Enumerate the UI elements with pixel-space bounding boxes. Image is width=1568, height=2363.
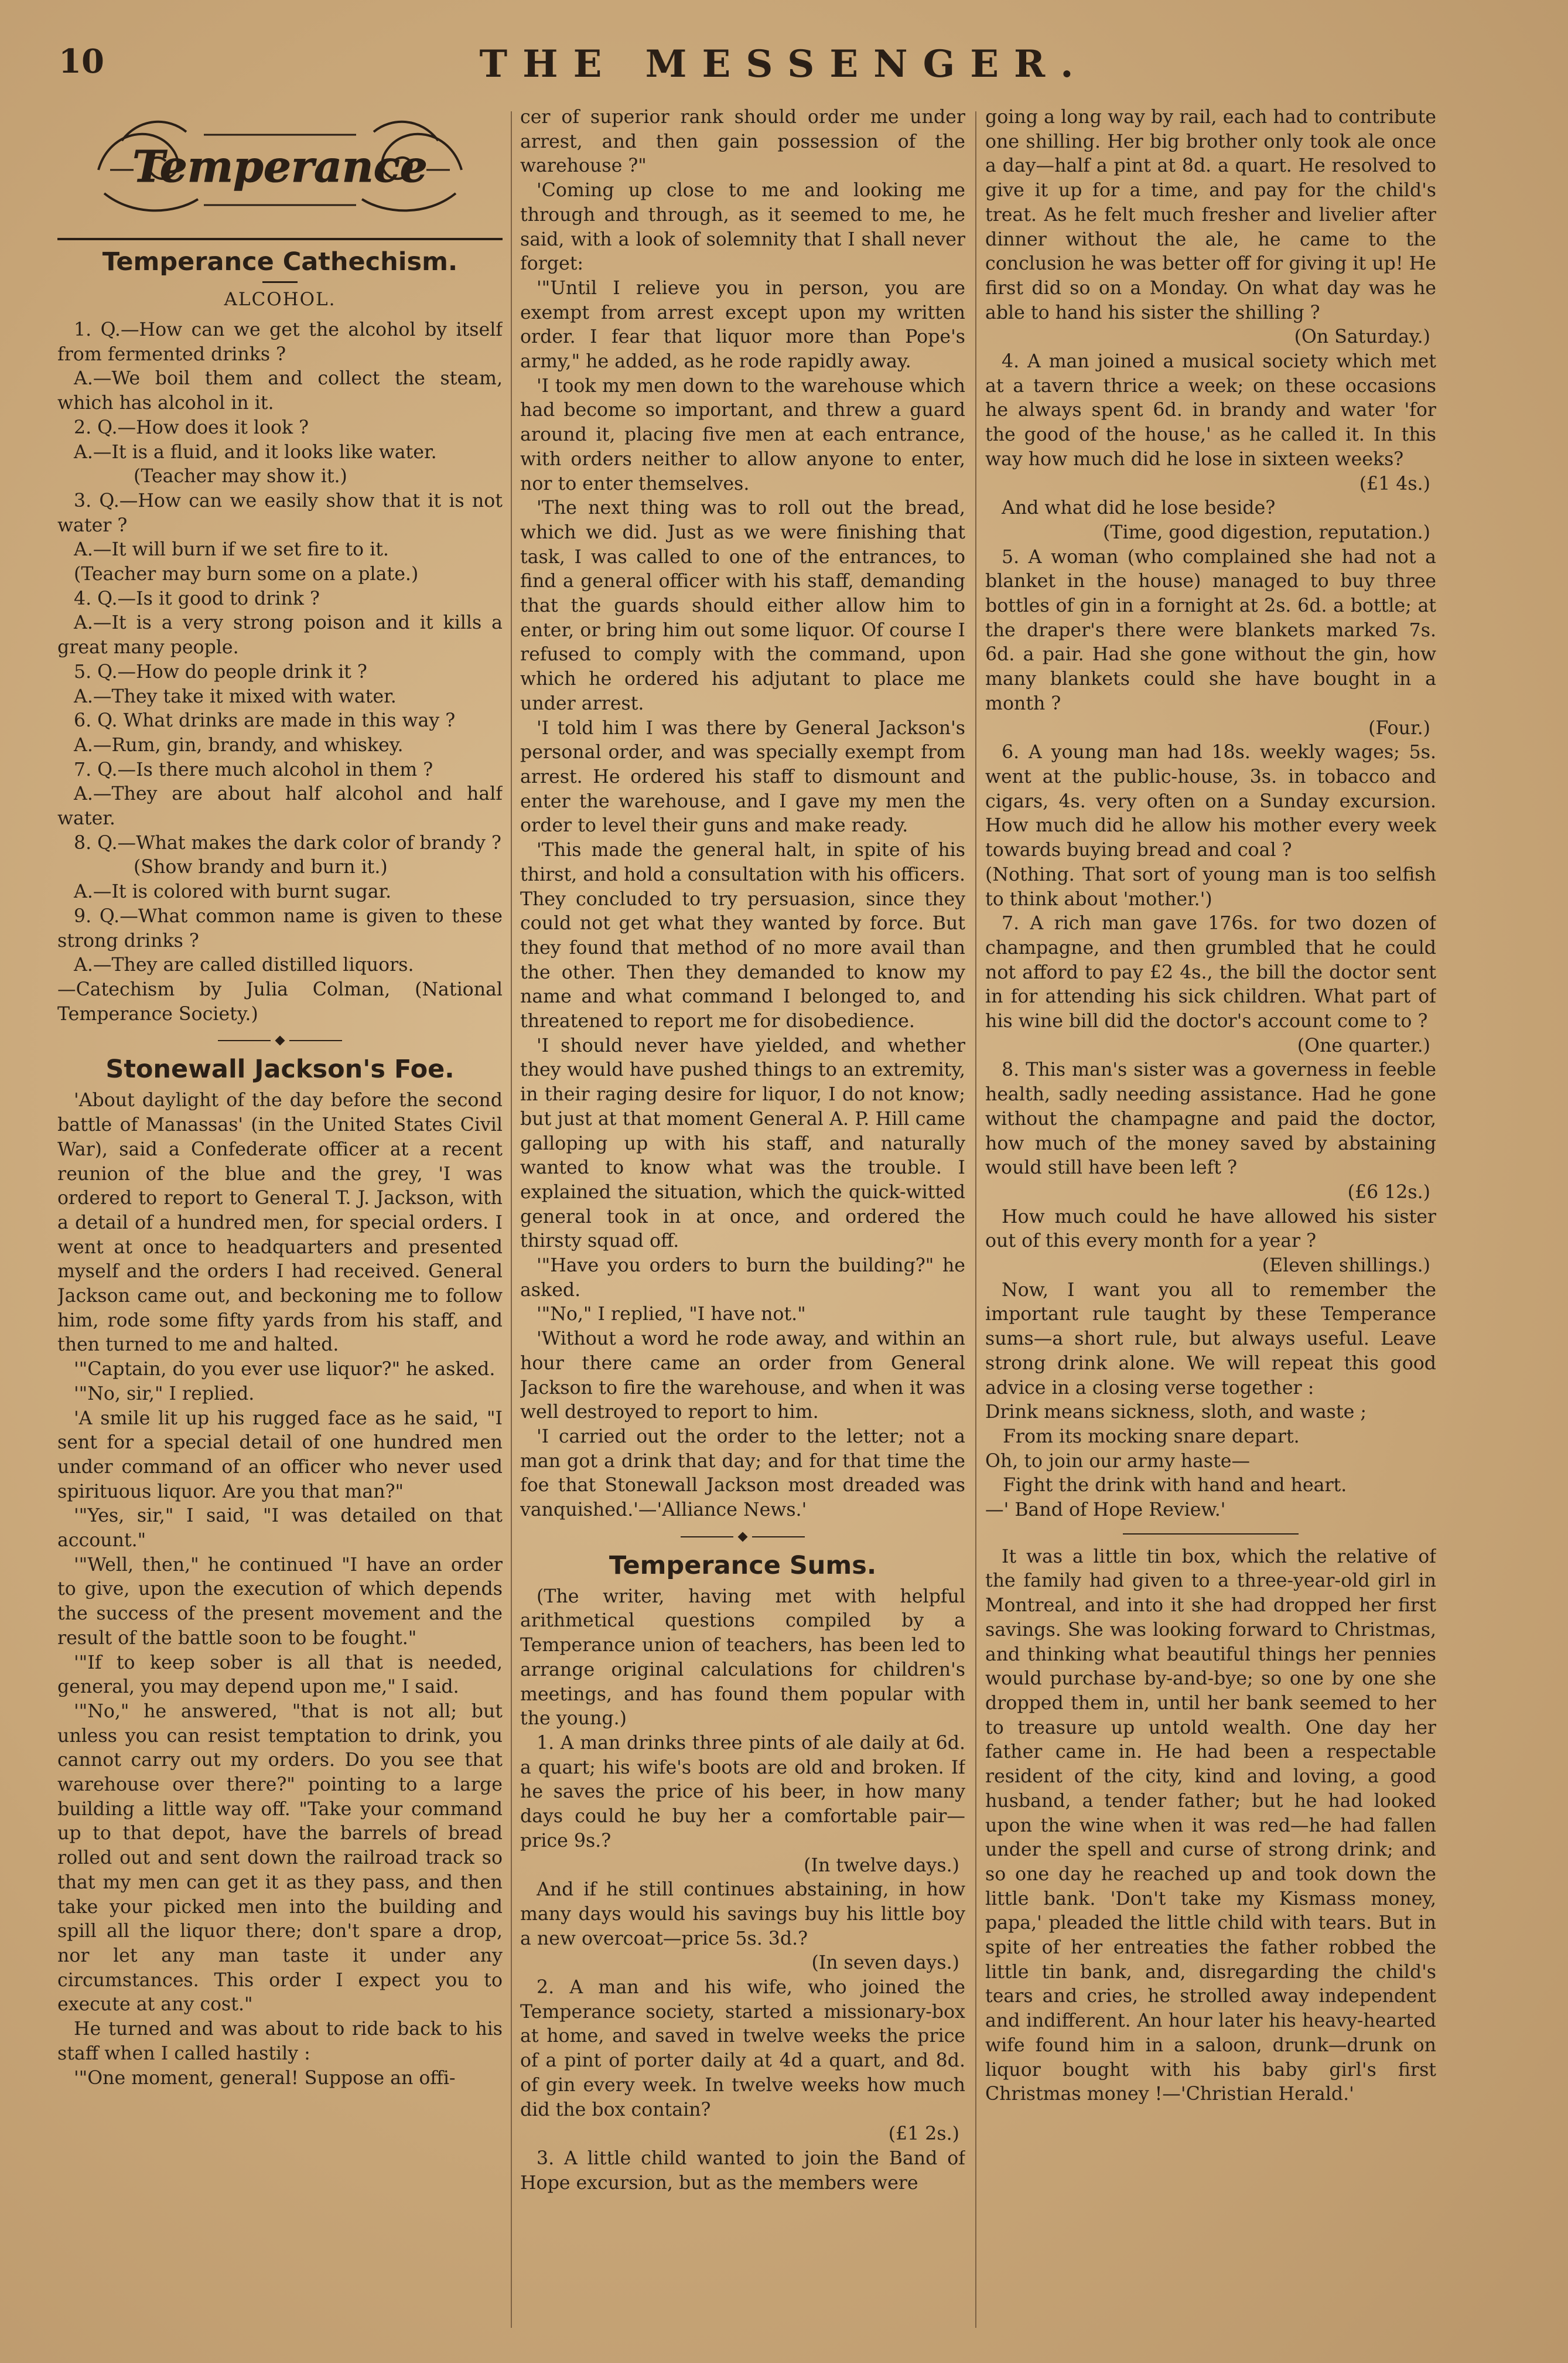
paragraph: '"No, sir," I replied.	[74, 1383, 255, 1404]
paragraph: 'I told him I was there by General Jackson's personal order, and was specially exempt from arrest. He ordered his staff to dismount and enter the warehouse, and I gave my men the order to level their guns and make ready.	[520, 717, 965, 837]
paragraph: '"No," he answered, "that is not all; but unless you can resist temptation to drink, you cannot carry out my orders. Do you see that warehouse over there?" pointing to a large building a little way off. "Take your command up to that depot, have the barrels of bread rolled out and sent down the railroad track so that my men can get it as they pass, and then take your picked men into the building and spill all the liquor there; don't spare a drop, nor let any man taste it under any circumstances. This order I expect you to execute at any cost."	[57, 1700, 503, 2016]
paragraph: And what did he lose beside?	[1002, 497, 1276, 519]
section-divider	[520, 1533, 965, 1540]
paragraph: (Teacher may show it.)	[134, 466, 347, 487]
paragraph: going a long way by rail, each had to contribute one shilling. Her big brother only took ale once a day—half a pint at 8d. a quart. He resolved to give it up for a time, and pay for the child's treat. As he felt much fresher and livelier after dinner without the ale, he came to the conclusion he was better off for giving it up! He first did so on a Monday. On what day was he able to hand his sister the shilling ?	[985, 107, 1436, 323]
newspaper-title: THE MESSENGER.	[479, 42, 1089, 86]
temperance-sums-part2	[985, 105, 1436, 1523]
paragraph: 'I carried out the order to the letter; not a man got a drink that day; and for that time the foe that Stonewall Jackson most dreaded was vanquished.'—'Alliance News.'	[520, 1426, 965, 1521]
paragraph: He turned and was about to ride back to his staff when I called hastily :	[57, 2018, 503, 2064]
paragraph: (Show brandy and burn it.)	[134, 857, 388, 878]
heading-temperance-sums: Temperance Sums.	[609, 1550, 877, 1580]
paragraph: —Catechism by Julia Colman, (National Temperance Society.)	[57, 978, 503, 1025]
paragraph: And if he still continues abstaining, in how many days would his savings buy his little boy a new overcoat—price 5s. 3d.?	[520, 1879, 965, 1949]
short-rule	[262, 281, 298, 283]
heading-stonewall-jacksons-foe: Stonewall Jackson's Foe.	[105, 1055, 455, 1085]
paragraph: 'The next thing was to roll out the bread, which we did. Just as we were finishing that task, I was called to one of the entrances, to find a general officer with his staff, demanding that the guards should either allow him to enter, or bring him out some liquor. Of course I refused to comply with the command, upon which he ordered his adjutant to place me under arrest.	[520, 497, 965, 714]
paragraph: 1. A man drinks three pints of ale daily at 6d. a quart; his wife's boots are old and broken. If he saves the price of his beer, in how many days could he buy her a comfortable pair—price 9s.?	[520, 1733, 965, 1851]
paragraph: (Four.)	[1368, 717, 1430, 739]
paragraph: 4. A man joined a musical society which met at a tavern thrice a week; on these occasions he always spent 6d. in brandy and water 'for the good of the house,' as he called it. In this way how much did he lose in sixteen weeks?	[985, 351, 1436, 470]
paragraph: A.—Rum, gin, brandy, and whiskey.	[74, 734, 404, 756]
paragraph: (The writer, having met with helpful arithmetical questions compiled by a Temperance union of teachers, has been led to arrange original calculations for children's meetings, and has found them popular with the young.)	[520, 1585, 965, 1730]
paragraph: 5. Q.—How do people drink it ?	[74, 661, 367, 683]
heading-rule	[57, 238, 503, 240]
paragraph: 'About daylight of the day before the second battle of Manassas' (in the United States Civil War), said a Confederate officer at a recent reunion of the blue and the grey, 'I was ordered to report to General T. J. Jackson, with a detail of a hundred men, for special orders. I went at once to headquarters and presented myself and the orders I had received. General Jackson came out, and beckoning me to follow him, rode some fifty yards from his staff, and then turned to me and halted.	[57, 1090, 503, 1356]
paragraph: A.—They are about half alcohol and half water.	[57, 783, 503, 830]
tin-box-story: It was a little tin box, which the relative of the family had given to a three-year-old girl in Montreal, and into it she had dropped her first savings. She was looking forward to Christmas, and thinking what beautiful things her pennies would purchase by-and-bye; so one by one she dropped them in, until her bank seemed to her to treasure up untold wealth. One day her father came in. He had been a respectable resident of the city, kind and loving, a good husband, a tender father; but he had looked upon the wine when it was red—he had fallen under the spell and curse of strong drink; and so one day he reached up and took down the little bank. 'Don't take my Kismass money, papa,' pleaded the little child with tears. But in spite of her entreaties the father robbed the little tin bank, and, disregarding the child's tears and cries, he strolled away independent and indifferent. An hour later his heavy-hearted wife found him in a saloon, drunk—drunk on liquor bought with his baby girl's first Christmas money !—'Christian Herald.'	[985, 1546, 1436, 2105]
paragraph: '"Captain, do you ever use liquor?" he asked.	[74, 1359, 496, 1380]
section-divider	[985, 1533, 1436, 1535]
page-number: 10	[59, 42, 104, 81]
paragraph: From its mocking snare depart.	[1003, 1426, 1300, 1447]
paragraph: 2. Q.—How does it look ?	[74, 417, 309, 438]
paragraph: '"One moment, general! Suppose an offi-	[74, 2067, 456, 2089]
paragraph: (£6 12s.)	[1347, 1181, 1430, 1203]
paragraph: 6. Q. What drinks are made in this way ?	[74, 710, 456, 732]
paragraph: Fight the drink with hand and heart.	[1003, 1475, 1347, 1496]
column-2	[520, 105, 965, 2340]
paragraph: Drink means sickness, sloth, and waste ;	[985, 1402, 1367, 1423]
catechism-list	[57, 318, 503, 1027]
paragraph: '"Yes, sir," I said, "I was detailed on that account."	[57, 1505, 503, 1552]
column-divider	[511, 111, 512, 2328]
paragraph: (In twelve days.)	[804, 1854, 959, 1876]
heading-temperance-catechism: Temperance Cathechism.	[102, 247, 458, 277]
paragraph: A.—It is colored with burnt sugar.	[74, 881, 392, 903]
paragraph: 'Coming up close to me and looking me through and through, as it seemed to me, he said, with a look of solemnity that I shall never forget:	[520, 180, 965, 275]
paragraph: A.—They take it mixed with water.	[74, 686, 397, 707]
column-divider	[975, 111, 976, 2328]
paragraph: (In seven days.)	[811, 1952, 959, 1974]
paragraph: (Teacher may burn some on a plate.)	[74, 564, 419, 585]
paragraph: 7. Q.—Is there much alcohol in them ?	[74, 759, 433, 780]
paragraph: (On Saturday.)	[1294, 326, 1430, 348]
paragraph: (£1 4s.)	[1359, 473, 1430, 495]
paragraph: How much could he have allowed his sister out of this every month for a year ?	[985, 1206, 1436, 1252]
paragraph: 'I should never have yielded, and whether they would have pushed things to an extremity, in their raging desire for liquor, I do not know; but just at that moment General A. P. Hill came galloping up with his staff, and naturally wanted to know what was the trouble. I explained the situation, which the quick-witted general took in at once, and ordered the thirsty squad off.	[520, 1035, 965, 1252]
paragraph: Now, I want you all to remember the important rule taught by these Temperance sums—a short rule, but always useful. Leave strong drink alone. We will repeat this good advice in a closing verse together :	[985, 1279, 1436, 1399]
paragraph: 'A smile lit up his rugged face as he said, "I sent for a special detail of one hundred men under command of an officer who never used spirituous liquor. Are you that man?"	[57, 1407, 503, 1502]
temperance-banner-text: Temperance	[132, 142, 428, 192]
temperance-banner-ornament	[87, 105, 473, 234]
paragraph: '"No," I replied, "I have not."	[537, 1304, 806, 1325]
paragraph: 'I took my men down to the warehouse which had become so important, and threw a guard around it, placing five men at each entrance, with orders neither to allow anyone to enter, nor to enter themselves.	[520, 375, 965, 495]
paragraph: 'This made the general halt, in spite of his thirst, and hold a consultation with his officers. They concluded to try persuasion, since they could not get what they wanted by force. But they found that method of no more avail than the other. Then they demanded to know my name and what command I belonged to, and threatened to report me for disobedience.	[520, 840, 965, 1032]
paragraph: 3. A little child wanted to join the Band of Hope excursion, but as the members were	[520, 2147, 965, 2194]
temperance-sums-part1	[520, 1585, 965, 2196]
section-divider	[57, 1037, 503, 1044]
stonewall-story-part2	[520, 105, 965, 1523]
paragraph: 6. A young man had 18s. weekly wages; 5s. went at the public-house, 3s. in tobacco and cigars, 4s. very often on a Sunday excursion. How much did he allow his mother every week towards buying bread and coal ?	[985, 742, 1436, 861]
paragraph: 4. Q.—Is it good to drink ?	[74, 588, 320, 609]
paragraph: A.—We boil them and collect the steam, which has alcohol in it.	[57, 368, 503, 414]
paragraph: '"If to keep sober is all that is needed, general, you may depend upon me," I said.	[57, 1652, 503, 1698]
paragraph: A.—They are called distilled liquors.	[74, 954, 414, 976]
paragraph: 5. A woman (who complained she had not a blanket in the house) managed to buy three bottles of gin in a fornight at 2s. 6d. a bottle; at the draper's there were blankets marked 7s. 6d. a pair. Had she gone without the gin, how many blankets could she have bought in a month ?	[985, 546, 1436, 714]
paragraph: 'Without a word he rode away, and within an hour there came an order from General Jackson to fire the warehouse, and when it was well destroyed to report to him.	[520, 1328, 965, 1423]
paragraph: 8. Q.—What makes the dark color of brandy ?	[74, 832, 501, 854]
paragraph: A.—It will burn if we set fire to it.	[74, 539, 389, 561]
paragraph: 9. Q.—What common name is given to these strong drinks ?	[57, 905, 503, 952]
masthead	[59, 42, 1509, 95]
paragraph: 1. Q.—How can we get the alcohol by itself from fermented drinks ?	[57, 319, 503, 365]
subhead-alcohol: ALCOHOL.	[224, 289, 336, 310]
paragraph: 2. A man and his wife, who joined the Temperance society, started a missionary-box at home, and saved in twelve weeks the price of a pint of porter daily at 4d a quart, and 8d. of gin every week. In twelve weeks how much did the box contain?	[520, 1977, 965, 2120]
stonewall-story-part1	[57, 1089, 503, 2091]
paragraph: cer of superior rank should order me under arrest, and then gain possession of the warehouse ?"	[520, 107, 965, 177]
column-3	[985, 105, 1436, 2340]
paragraph: (£1 2s.)	[888, 2123, 959, 2145]
paragraph: A.—It is a fluid, and it looks like water.	[74, 441, 437, 463]
paragraph: (One quarter.)	[1297, 1035, 1430, 1056]
paragraph: 7. A rich man gave 176s. for two dozen of champagne, and then grumbled that he could not afford to pay £2 4s., the bill the doctor sent in for attending his sick children. What part of his wine bill did the doctor's account come to ?	[985, 913, 1436, 1032]
paragraph: '"Well, then," he continued "I have an order to give, upon the execution of which depends the success of the present movement and the result of the battle soon to be fought."	[57, 1554, 503, 1649]
paragraph: A.—It is a very strong poison and it kills a great many people.	[57, 612, 503, 659]
paragraph: 8. This man's sister was a governess in feeble health, sadly needing assistance. Had he gone without the champagne and paid the doctor, how much of the money saved by abstaining would still have been left ?	[985, 1059, 1436, 1179]
paragraph: (Eleven shillings.)	[1262, 1255, 1430, 1277]
paragraph: (Time, good digestion, reputation.)	[1103, 521, 1430, 543]
paragraph: —' Band of Hope Review.'	[985, 1499, 1226, 1521]
paragraph: Oh, to join our army haste—	[985, 1450, 1251, 1472]
paragraph: '"Have you orders to burn the building?" he asked.	[520, 1255, 965, 1301]
paragraph: 3. Q.—How can we easily show that it is not water ?	[57, 490, 503, 536]
paragraph: (Nothing. That sort of young man is too selfish to think about 'mother.')	[985, 864, 1436, 910]
paragraph: '"Until I relieve you in person, you are exempt from arrest except upon my written order. I fear that liquor more than Pope's army," he added, as he rode rapidly away.	[520, 277, 965, 373]
column-1	[57, 105, 503, 2340]
